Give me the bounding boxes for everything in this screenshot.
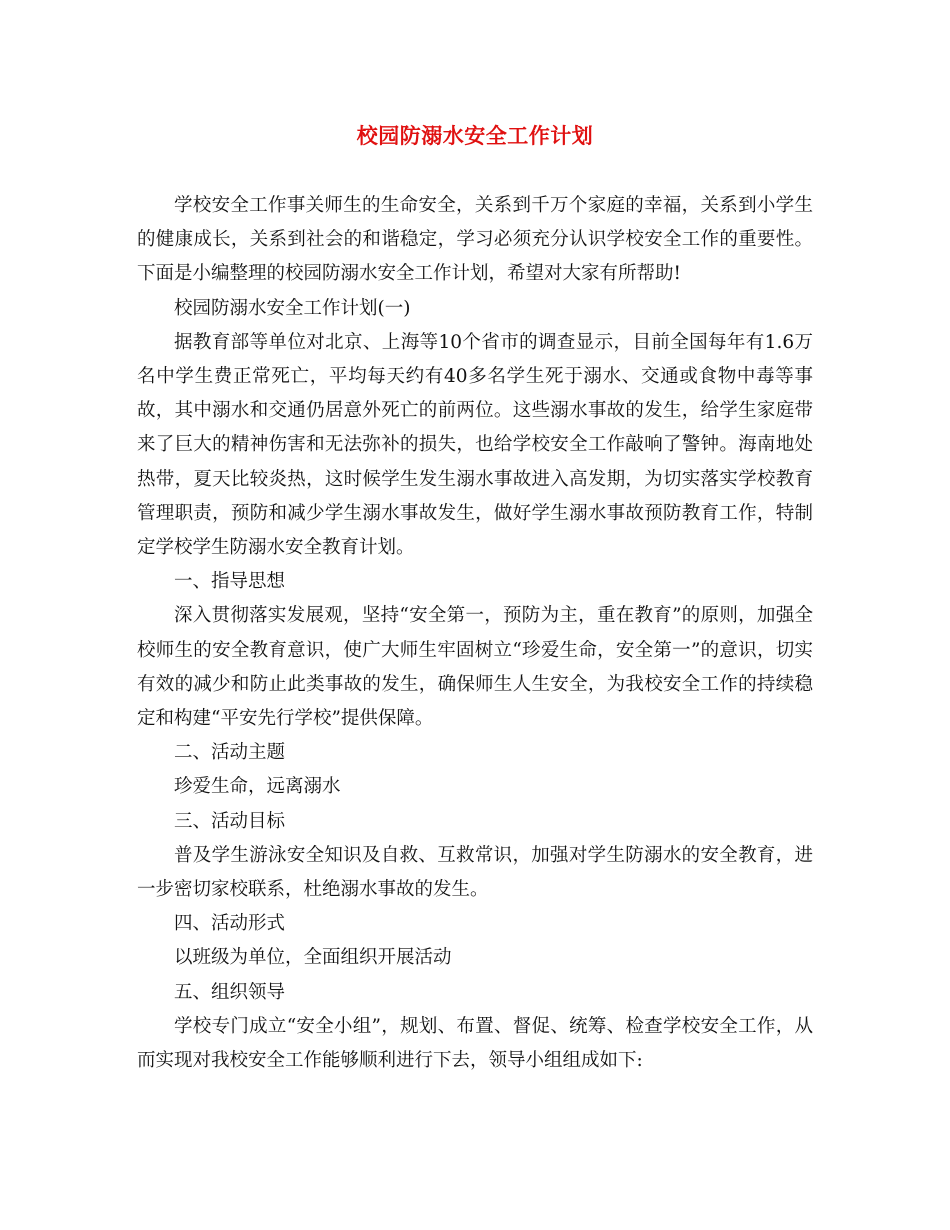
heading-activity-goal: 三、活动目标 — [174, 810, 286, 832]
organization-paragraph: 学校专门成立“安全小组”，规划、布置、督促、统筹、检查学校安全工作，从而实现对我校安全工作能够顺利进行下去，领导小组组成如下: — [137, 1015, 813, 1072]
activity-form-text: 以班级为单位，全面组织开展活动 — [174, 947, 452, 969]
document-body — [137, 189, 813, 1078]
section-heading-plan-1: 校园防溺水安全工作计划(一) — [174, 297, 411, 319]
heading-guiding-thought: 一、指导思想 — [174, 571, 286, 593]
background-paragraph: 据教育部等单位对北京、上海等10个省市的调查显示，目前全国每年有1.6万名中学生费正常死亡，平均每天约有40多名学生死于溺水、交通或食物中毒等事故，其中溺水和交通仍居意外死亡的前两位。这些溺水事故的发生，给学生家庭带来了巨大的精神伤害和无法弥补的损失，也给学校安全工作敲响了警钟。海南地处热带，夏天比较炎热，这时候学生发生溺水事故进入高发期，为切实落实学校教育管理职责，预防和减少学生溺水事故发生，做好学生溺水事故预防教育工作，特制定学校学生防溺水安全教育计划。 — [137, 331, 813, 559]
guiding-thought-paragraph: 深入贯彻落实发展观，坚持“安全第一，预防为主，重在教育”的原则，加强全校师生的安全教育意识，使广大师生牢固树立“珍爱生命，安全第一”的意识，切实有效的减少和防止此类事故的发生，确保师生人生安全，为我校安全工作的持续稳定和构建“平安先行学校”提供保障。 — [137, 605, 813, 730]
heading-activity-form: 四、活动形式 — [174, 913, 286, 935]
activity-theme-text: 珍爱生命，远离溺水 — [174, 776, 341, 798]
activity-goal-paragraph: 普及学生游泳安全知识及自救、互救常识，加强对学生防溺水的安全教育，进一步密切家校联系，杜绝溺水事故的发生。 — [137, 844, 813, 901]
intro-paragraph: 学校安全工作事关师生的生命安全，关系到千万个家庭的幸福，关系到小学生的健康成长，关系到社会的和谐稳定，学习必须充分认识学校安全工作的重要性。下面是小编整理的校园防溺水安全工作计划，希望对大家有所帮助! — [137, 195, 813, 285]
heading-activity-theme: 二、活动主题 — [174, 742, 286, 764]
document-title: 校园防溺水安全工作计划 — [356, 123, 594, 148]
heading-organization: 五、组织领导 — [174, 981, 286, 1003]
